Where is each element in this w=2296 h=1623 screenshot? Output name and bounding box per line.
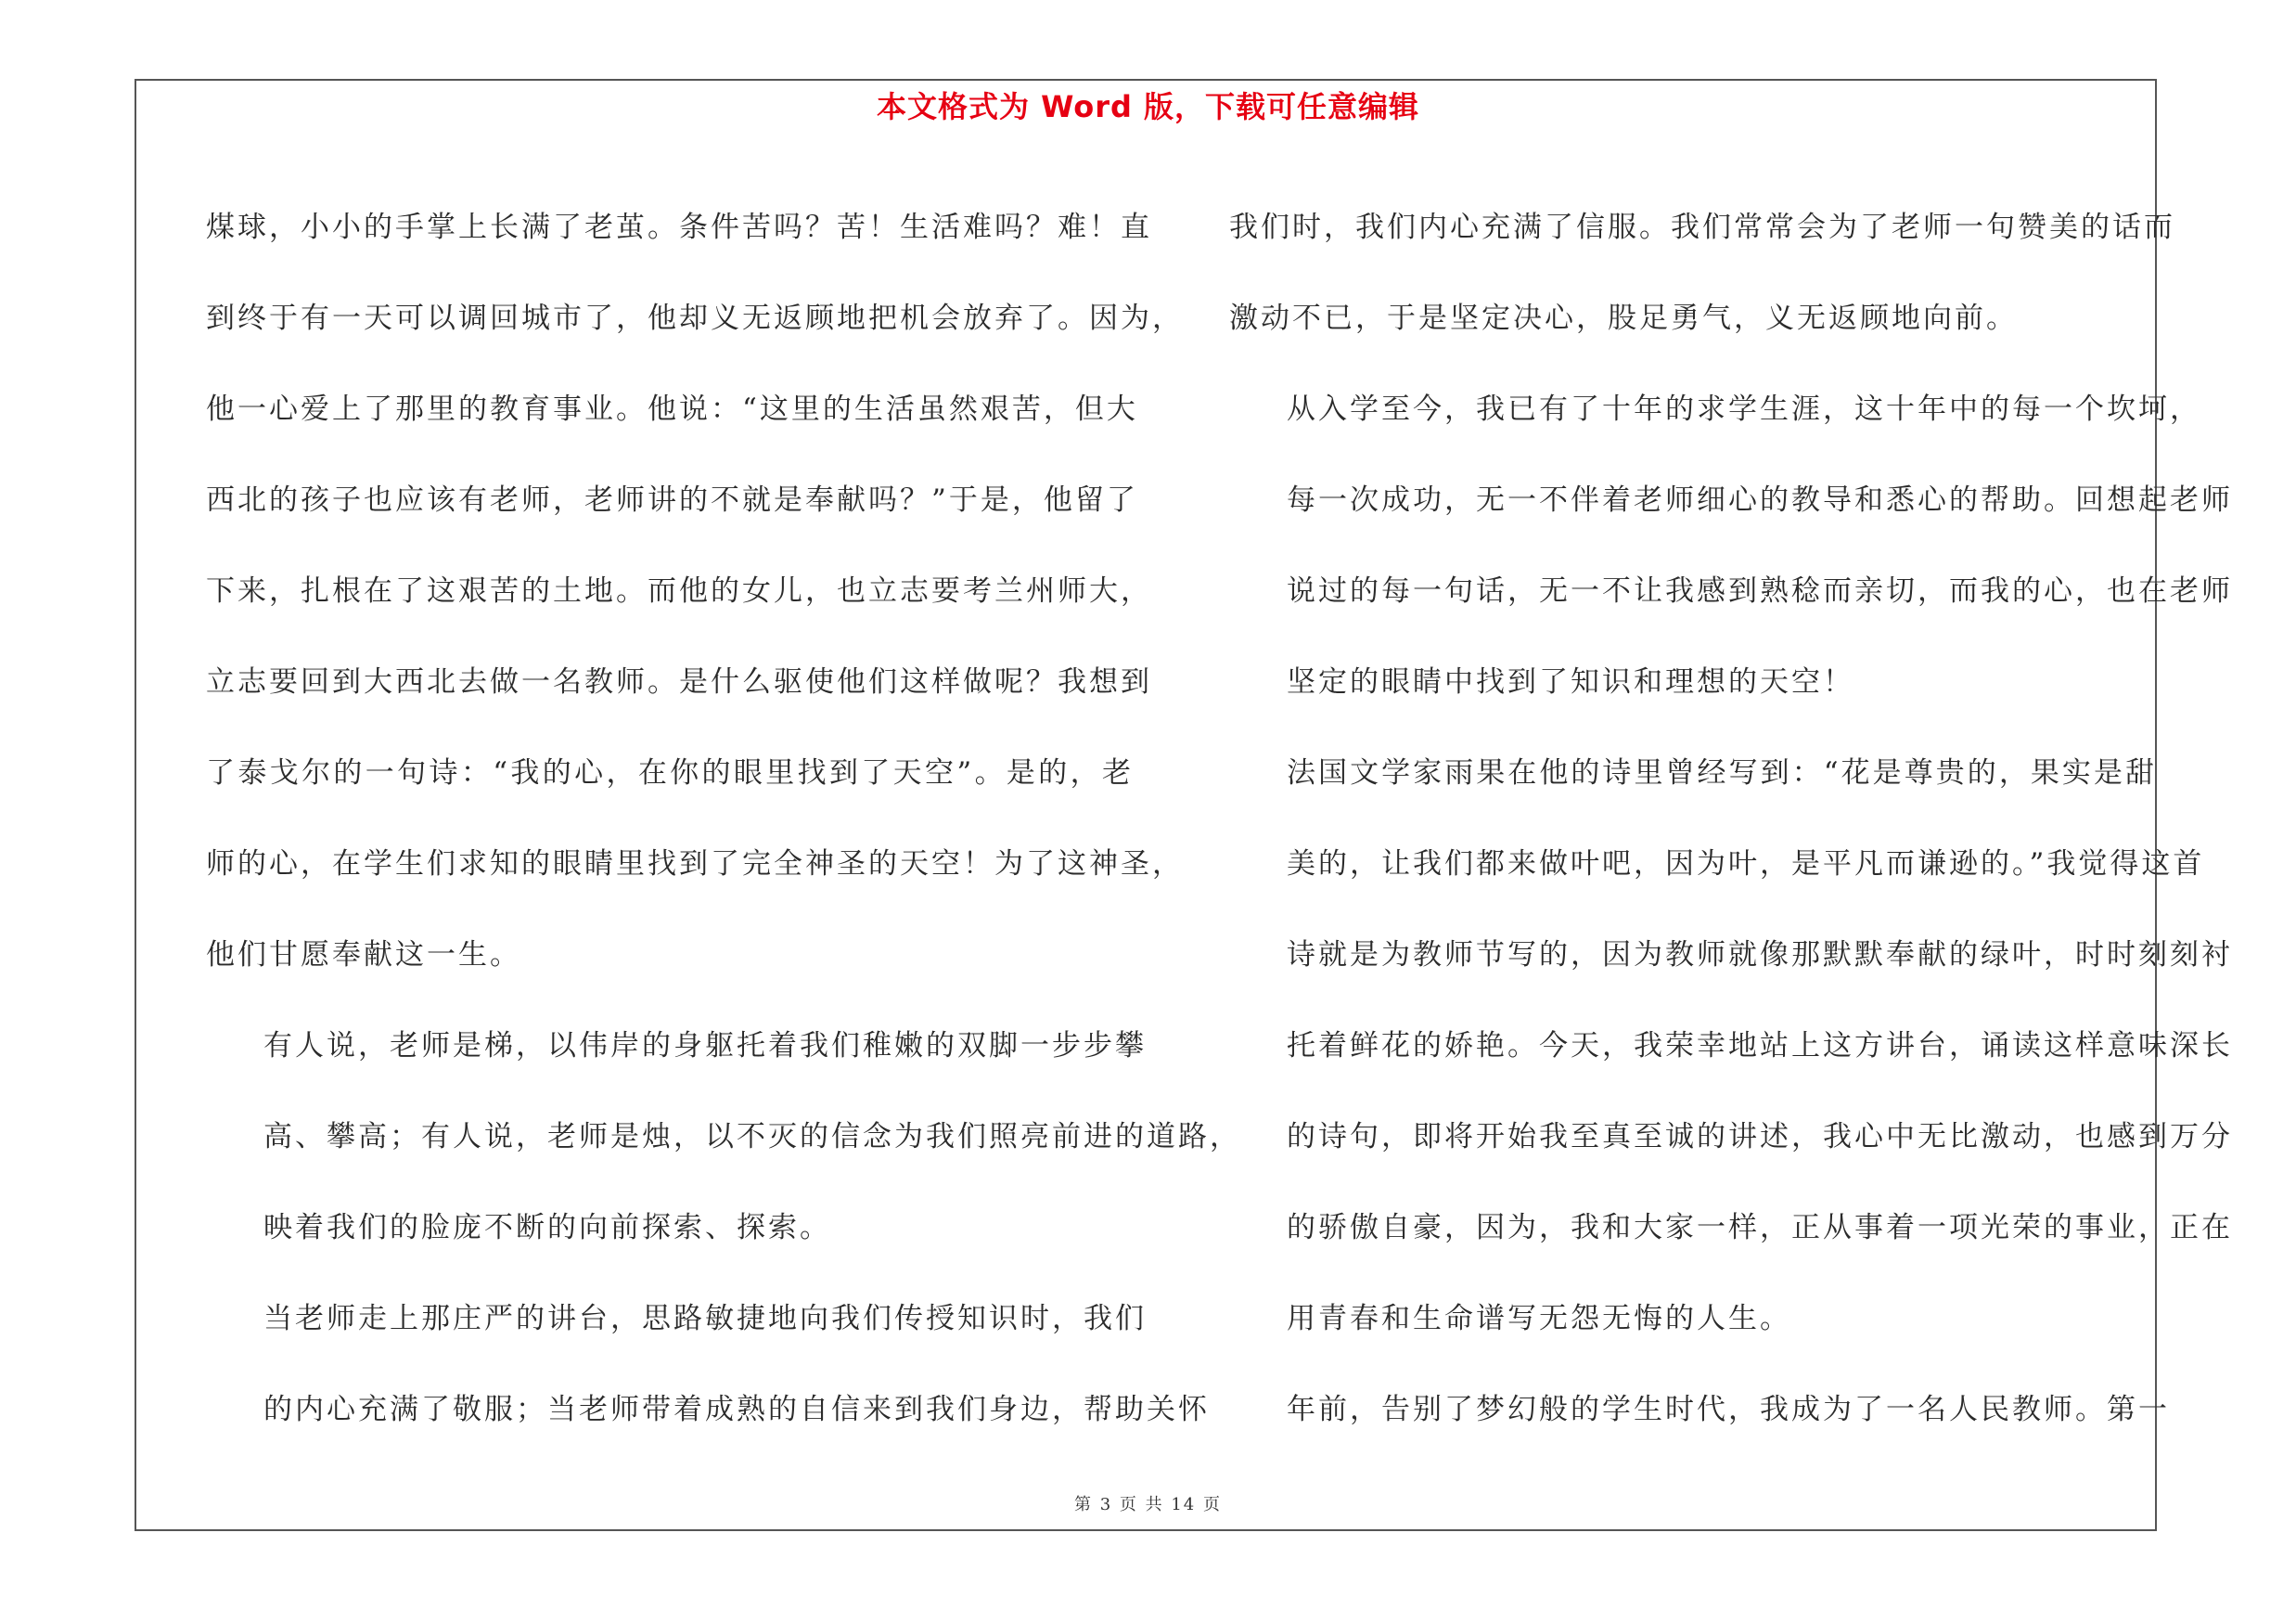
text-line: 用青春和生命谱写无怨无悔的人生。	[1287, 1302, 1791, 1335]
paragraph	[1229, 182, 2175, 364]
paragraph	[1229, 728, 2233, 1364]
paragraph	[206, 1273, 1210, 1455]
text-line: 坚定的眼睛中找到了知识和理想的天空！	[1287, 665, 1854, 699]
text-line: 到终于有一天可以调回城市了，他却义无返顾地把机会放弃了。因为，	[206, 302, 1184, 335]
paragraph	[1229, 364, 2233, 728]
text-line: 年前，告别了梦幻般的学生时代，我成为了一名人民教师。第一	[1287, 1393, 2170, 1426]
text-line: 当老师走上那庄严的讲台，思路敏捷地向我们传授知识时，我们	[263, 1302, 1147, 1335]
text-line: 的内心充满了敬服；当老师带着成熟的自信来到我们身边，帮助关怀	[263, 1393, 1210, 1426]
text-line: 师的心，在学生们求知的眼睛里找到了完全神圣的天空！为了这神圣，	[206, 847, 1184, 881]
text-line: 从入学至今，我已有了十年的求学生涯，这十年中的每一个坎坷，	[1287, 393, 2201, 426]
right-column	[1229, 182, 2233, 1455]
text-line: 托着鲜花的娇艳。今天，我荣幸地站上这方讲台，诵读这样意味深长	[1287, 1029, 2233, 1063]
text-line: 映着我们的脸庞不断的向前探索、探索。	[263, 1211, 831, 1244]
text-line: 他们甘愿奉献这一生。	[206, 938, 521, 972]
text-line: 美的，让我们都来做叶吧，因为叶，是平凡而谦逊的。”我觉得这首	[1287, 847, 2205, 881]
text-line: 了泰戈尔的一句诗：“我的心，在你的眼里找到了天空”。是的，老	[206, 756, 1134, 790]
text-line: 下来，扎根在了这艰苦的土地。而他的女儿，也立志要考兰州师大，	[206, 574, 1152, 608]
text-line: 有人说，老师是梯，以伟岸的身躯托着我们稚嫩的双脚一步步攀	[263, 1029, 1147, 1063]
text-line: 他一心爱上了那里的教育事业。他说：“这里的生活虽然艰苦，但大	[206, 393, 1138, 426]
left-column	[206, 182, 1241, 1455]
paragraph	[1229, 1364, 2170, 1455]
text-line: 的诗句，即将开始我至真至诚的讲述，我心中无比激动，也感到万分	[1287, 1120, 2233, 1153]
text-line: 我们时，我们内心充满了信服。我们常常会为了老师一句赞美的话而	[1229, 211, 2175, 244]
text-line: 西北的孩子也应该有老师，老师讲的不就是奉献吗？”于是，他留了	[206, 483, 1138, 517]
paragraph	[206, 182, 1184, 1000]
text-line: 的骄傲自豪，因为，我和大家一样，正从事着一项光荣的事业，正在	[1287, 1211, 2233, 1244]
text-line: 煤球，小小的手掌上长满了老茧。条件苦吗？苦！生活难吗？难！直	[206, 211, 1152, 244]
text-line: 高、攀高；有人说，老师是烛，以不灭的信念为我们照亮前进的道路，	[263, 1120, 1241, 1153]
text-line: 激动不已，于是坚定决心，股足勇气，义无返顾地向前。	[1229, 302, 2018, 335]
text-line: 每一次成功，无一不伴着老师细心的教导和悉心的帮助。回想起老师	[1287, 483, 2233, 517]
text-line: 诗就是为教师节写的，因为教师就像那默默奉献的绿叶，时时刻刻衬	[1287, 938, 2233, 972]
word-format-banner: 本文格式为 Word 版，下载可任意编辑	[876, 89, 1420, 124]
text-line: 说过的每一句话，无一不让我感到熟稔而亲切，而我的心，也在老师	[1287, 574, 2233, 608]
paragraph	[206, 1000, 1241, 1273]
text-line: 法国文学家雨果在他的诗里曾经写到：“花是尊贵的，果实是甜	[1287, 756, 2157, 790]
text-line: 立志要回到大西北去做一名教师。是什么驱使他们这样做呢？我想到	[206, 665, 1152, 699]
page-number-footer: 第 3 页 共 14 页	[1074, 1495, 1222, 1514]
